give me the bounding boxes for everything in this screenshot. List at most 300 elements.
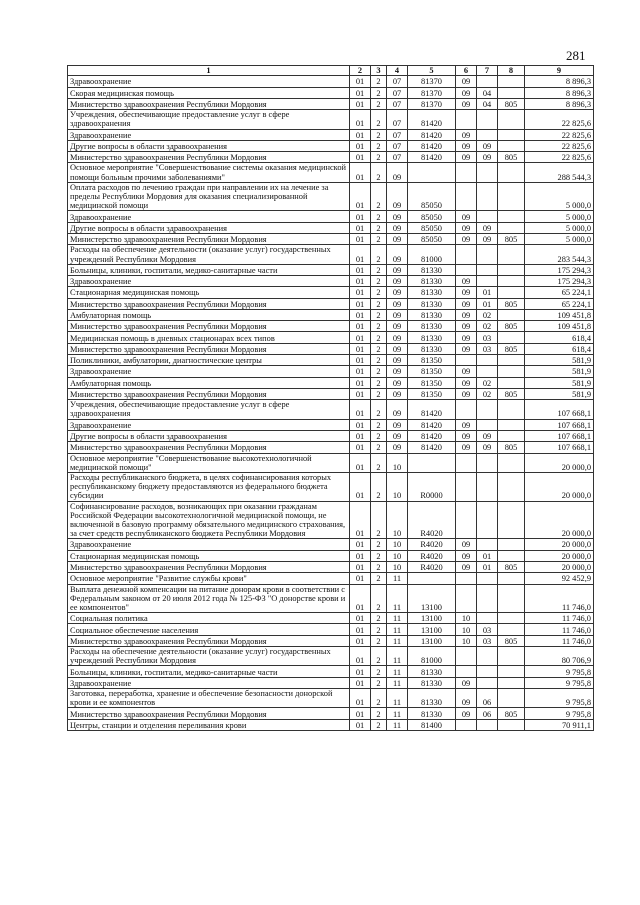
code-cell <box>498 222 525 233</box>
code-cell: 2 <box>371 343 387 354</box>
code-cell: 07 <box>387 87 408 98</box>
amount-cell: 65 224,1 <box>525 287 594 298</box>
code-cell <box>456 163 477 182</box>
code-cell: 07 <box>387 129 408 140</box>
row-name-cell: Министерство здравоохранения Республики Мордовия <box>68 442 350 453</box>
code-cell: 81330 <box>408 332 456 343</box>
amount-cell: 9 795,8 <box>525 708 594 719</box>
code-cell: 2 <box>371 76 387 87</box>
code-cell: 2 <box>371 110 387 129</box>
code-cell <box>498 163 525 182</box>
code-cell: 09 <box>456 708 477 719</box>
table-row <box>68 234 594 245</box>
code-cell <box>477 472 498 501</box>
code-cell <box>498 501 525 539</box>
code-cell <box>477 355 498 366</box>
code-cell: 10 <box>456 613 477 624</box>
table-row <box>68 332 594 343</box>
code-cell: 09 <box>387 309 408 320</box>
code-cell <box>498 76 525 87</box>
code-cell: 09 <box>456 343 477 354</box>
table-row <box>68 343 594 354</box>
code-cell: 01 <box>350 430 371 441</box>
row-name-cell: Медицинская помощь в дневных стационарах всех типов <box>68 332 350 343</box>
amount-cell: 581,9 <box>525 388 594 399</box>
code-cell: 09 <box>477 152 498 163</box>
table-row <box>68 677 594 688</box>
code-cell: 11 <box>387 666 408 677</box>
code-cell: 01 <box>350 332 371 343</box>
header-cell: 7 <box>477 66 498 76</box>
row-name-cell: Здравоохранение <box>68 366 350 377</box>
code-cell: 81330 <box>408 708 456 719</box>
code-cell <box>498 140 525 151</box>
code-cell: 81330 <box>408 276 456 287</box>
row-name-cell: Министерство здравоохранения Республики Мордовия <box>68 708 350 719</box>
table-row <box>68 152 594 163</box>
code-cell: 805 <box>498 321 525 332</box>
code-cell: 09 <box>456 321 477 332</box>
code-cell: 13100 <box>408 613 456 624</box>
code-cell: 01 <box>350 87 371 98</box>
table-row <box>68 298 594 309</box>
row-name-cell: Больницы, клиники, госпитали, медико-санитарные части <box>68 264 350 275</box>
row-name-cell: Министерство здравоохранения Республики Мордовия <box>68 321 350 332</box>
code-cell <box>477 647 498 666</box>
code-cell: 13100 <box>408 635 456 646</box>
row-name-cell: Здравоохранение <box>68 211 350 222</box>
amount-cell: 8 896,3 <box>525 76 594 87</box>
code-cell: 01 <box>350 624 371 635</box>
amount-cell: 175 294,3 <box>525 264 594 275</box>
table-row <box>68 573 594 584</box>
code-cell <box>498 624 525 635</box>
table-row <box>68 584 594 613</box>
table-row <box>68 430 594 441</box>
row-name-cell: Стационарная медицинская помощь <box>68 287 350 298</box>
code-cell <box>498 110 525 129</box>
table-header-row <box>68 66 594 76</box>
code-cell: 09 <box>456 689 477 708</box>
code-cell <box>498 689 525 708</box>
row-name-cell: Здравоохранение <box>68 677 350 688</box>
table-row <box>68 635 594 646</box>
amount-cell: 22 825,6 <box>525 110 594 129</box>
code-cell: 2 <box>371 276 387 287</box>
code-cell <box>498 309 525 320</box>
table-row <box>68 245 594 264</box>
header-cell: 9 <box>525 66 594 76</box>
code-cell: 2 <box>371 635 387 646</box>
code-cell: 81330 <box>408 343 456 354</box>
code-cell: 01 <box>350 276 371 287</box>
code-cell: 01 <box>350 264 371 275</box>
amount-cell: 581,9 <box>525 377 594 388</box>
code-cell: 01 <box>350 163 371 182</box>
code-cell: 07 <box>387 152 408 163</box>
code-cell: 01 <box>350 152 371 163</box>
code-cell: 09 <box>456 140 477 151</box>
code-cell: 09 <box>456 677 477 688</box>
row-name-cell: Здравоохранение <box>68 76 350 87</box>
code-cell: 2 <box>371 719 387 730</box>
amount-cell: 65 224,1 <box>525 298 594 309</box>
row-name-cell: Министерство здравоохранения Республики Мордовия <box>68 635 350 646</box>
table-row <box>68 419 594 430</box>
code-cell: 85050 <box>408 234 456 245</box>
code-cell: 09 <box>456 366 477 377</box>
code-cell: 2 <box>371 366 387 377</box>
code-cell <box>477 400 498 419</box>
code-cell: 01 <box>350 677 371 688</box>
code-cell: 11 <box>387 677 408 688</box>
code-cell: R4020 <box>408 539 456 550</box>
code-cell: 85050 <box>408 211 456 222</box>
code-cell: 2 <box>371 332 387 343</box>
table-row <box>68 501 594 539</box>
table-row <box>68 264 594 275</box>
code-cell: 2 <box>371 400 387 419</box>
code-cell: 09 <box>387 222 408 233</box>
code-cell: 01 <box>350 321 371 332</box>
code-cell: 85050 <box>408 182 456 211</box>
code-cell: 2 <box>371 453 387 472</box>
code-cell <box>477 110 498 129</box>
code-cell: 10 <box>387 561 408 572</box>
amount-cell: 20 000,0 <box>525 550 594 561</box>
code-cell: 07 <box>387 140 408 151</box>
row-name-cell: Больницы, клиники, госпитали, медико-санитарные части <box>68 666 350 677</box>
code-cell <box>477 573 498 584</box>
code-cell: 81420 <box>408 152 456 163</box>
code-cell <box>456 472 477 501</box>
code-cell: 81420 <box>408 400 456 419</box>
code-cell <box>498 573 525 584</box>
code-cell: 11 <box>387 708 408 719</box>
row-name-cell: Здравоохранение <box>68 129 350 140</box>
code-cell <box>456 182 477 211</box>
code-cell <box>477 245 498 264</box>
table-row <box>68 163 594 182</box>
amount-cell: 107 668,1 <box>525 430 594 441</box>
code-cell: 01 <box>350 366 371 377</box>
code-cell <box>456 584 477 613</box>
table-row <box>68 647 594 666</box>
code-cell: 805 <box>498 234 525 245</box>
row-name-cell: Основное мероприятие "Развитие службы крови" <box>68 573 350 584</box>
code-cell: 09 <box>387 430 408 441</box>
code-cell: 11 <box>387 647 408 666</box>
code-cell: 02 <box>477 321 498 332</box>
row-name-cell: Министерство здравоохранения Республики Мордовия <box>68 234 350 245</box>
code-cell: 09 <box>456 309 477 320</box>
code-cell: 01 <box>477 550 498 561</box>
header-cell: 6 <box>456 66 477 76</box>
row-name-cell: Оплата расходов по лечению граждан при направлении их на лечение за пределы Республики Мордовия для оказания специализированной медицинской помощи <box>68 182 350 211</box>
amount-cell: 9 795,8 <box>525 677 594 688</box>
row-name-cell: Другие вопросы в области здравоохранения <box>68 140 350 151</box>
code-cell: 10 <box>387 501 408 539</box>
table-row <box>68 400 594 419</box>
amount-cell: 20 000,0 <box>525 561 594 572</box>
header-cell: 3 <box>371 66 387 76</box>
code-cell: 2 <box>371 163 387 182</box>
code-cell: 04 <box>477 98 498 109</box>
code-cell: 01 <box>350 561 371 572</box>
row-name-cell: Амбулаторная помощь <box>68 309 350 320</box>
amount-cell: 5 000,0 <box>525 211 594 222</box>
row-name-cell: Министерство здравоохранения Республики Мордовия <box>68 561 350 572</box>
row-name-cell: Здравоохранение <box>68 539 350 550</box>
table-row <box>68 719 594 730</box>
row-name-cell: Стационарная медицинская помощь <box>68 550 350 561</box>
code-cell: 11 <box>387 719 408 730</box>
row-name-cell: Центры, станции и отделения переливания крови <box>68 719 350 730</box>
code-cell <box>456 264 477 275</box>
code-cell: 01 <box>350 400 371 419</box>
code-cell: 09 <box>456 332 477 343</box>
code-cell: 2 <box>371 388 387 399</box>
code-cell <box>456 245 477 264</box>
code-cell: R4020 <box>408 550 456 561</box>
row-name-cell: Министерство здравоохранения Республики Мордовия <box>68 388 350 399</box>
amount-cell: 20 000,0 <box>525 539 594 550</box>
header-cell: 8 <box>498 66 525 76</box>
table-row <box>68 76 594 87</box>
amount-cell: 22 825,6 <box>525 152 594 163</box>
code-cell <box>456 573 477 584</box>
code-cell <box>498 287 525 298</box>
code-cell: 01 <box>350 298 371 309</box>
code-cell: 81350 <box>408 355 456 366</box>
code-cell: 2 <box>371 264 387 275</box>
code-cell: 09 <box>456 298 477 309</box>
code-cell: 01 <box>350 501 371 539</box>
amount-cell: 5 000,0 <box>525 222 594 233</box>
code-cell: 01 <box>350 635 371 646</box>
code-cell: 01 <box>350 234 371 245</box>
code-cell: 2 <box>371 647 387 666</box>
table-row <box>68 689 594 708</box>
code-cell: 81420 <box>408 140 456 151</box>
code-cell: 2 <box>371 539 387 550</box>
code-cell: 01 <box>350 309 371 320</box>
code-cell: 09 <box>477 430 498 441</box>
code-cell: 805 <box>498 635 525 646</box>
row-name-cell: Поликлиники, амбулатории, диагностические центры <box>68 355 350 366</box>
code-cell: 2 <box>371 472 387 501</box>
code-cell: 09 <box>456 287 477 298</box>
code-cell: 11 <box>387 613 408 624</box>
code-cell <box>456 666 477 677</box>
table-row <box>68 366 594 377</box>
code-cell: 01 <box>350 343 371 354</box>
code-cell: 11 <box>387 624 408 635</box>
code-cell: 2 <box>371 624 387 635</box>
code-cell: 11 <box>387 635 408 646</box>
amount-cell: 109 451,8 <box>525 309 594 320</box>
code-cell: 805 <box>498 561 525 572</box>
code-cell <box>498 472 525 501</box>
code-cell: 09 <box>456 561 477 572</box>
code-cell: 09 <box>387 287 408 298</box>
header-cell: 2 <box>350 66 371 76</box>
table-row <box>68 624 594 635</box>
code-cell: 09 <box>387 442 408 453</box>
table-row <box>68 539 594 550</box>
code-cell: 2 <box>371 298 387 309</box>
code-cell <box>477 366 498 377</box>
amount-cell: 107 668,1 <box>525 442 594 453</box>
code-cell: 81420 <box>408 419 456 430</box>
row-name-cell: Социальное обеспечение населения <box>68 624 350 635</box>
code-cell <box>498 377 525 388</box>
code-cell: 03 <box>477 624 498 635</box>
code-cell: 09 <box>477 140 498 151</box>
code-cell: 2 <box>371 211 387 222</box>
row-name-cell: Заготовка, переработка, хранение и обеспечение безопасности донорской крови и ее компонентов <box>68 689 350 708</box>
code-cell: 10 <box>387 550 408 561</box>
code-cell <box>477 419 498 430</box>
code-cell: 01 <box>350 666 371 677</box>
code-cell: 10 <box>387 453 408 472</box>
code-cell: 81330 <box>408 309 456 320</box>
code-cell: 805 <box>498 298 525 309</box>
code-cell <box>456 647 477 666</box>
row-name-cell: Министерство здравоохранения Республики Мордовия <box>68 343 350 354</box>
code-cell: 2 <box>371 550 387 561</box>
code-cell <box>498 366 525 377</box>
table-row <box>68 561 594 572</box>
code-cell: 09 <box>456 442 477 453</box>
row-name-cell: Министерство здравоохранения Республики Мордовия <box>68 152 350 163</box>
code-cell: 81420 <box>408 430 456 441</box>
row-name-cell: Скорая медицинская помощь <box>68 87 350 98</box>
code-cell: 2 <box>371 377 387 388</box>
code-cell: 2 <box>371 87 387 98</box>
code-cell: 09 <box>477 222 498 233</box>
header-cell: 1 <box>68 66 350 76</box>
code-cell: R0000 <box>408 472 456 501</box>
code-cell <box>456 355 477 366</box>
amount-cell: 20 000,0 <box>525 472 594 501</box>
code-cell: 2 <box>371 140 387 151</box>
code-cell: 2 <box>371 708 387 719</box>
code-cell: 01 <box>350 689 371 708</box>
code-cell <box>477 501 498 539</box>
code-cell <box>477 76 498 87</box>
code-cell: 09 <box>387 234 408 245</box>
code-cell <box>498 430 525 441</box>
code-cell: 09 <box>456 234 477 245</box>
amount-cell: 20 000,0 <box>525 501 594 539</box>
code-cell <box>498 677 525 688</box>
table-row <box>68 129 594 140</box>
code-cell: 2 <box>371 419 387 430</box>
code-cell <box>477 453 498 472</box>
code-cell: 11 <box>387 573 408 584</box>
code-cell: 81420 <box>408 129 456 140</box>
code-cell: 01 <box>350 211 371 222</box>
code-cell: 02 <box>477 309 498 320</box>
code-cell: 01 <box>350 613 371 624</box>
code-cell: 01 <box>350 472 371 501</box>
table-row <box>68 110 594 129</box>
code-cell <box>498 584 525 613</box>
code-cell: 09 <box>456 430 477 441</box>
amount-cell: 5 000,0 <box>525 182 594 211</box>
row-name-cell: Амбулаторная помощь <box>68 377 350 388</box>
code-cell: 10 <box>387 472 408 501</box>
amount-cell: 288 544,3 <box>525 163 594 182</box>
code-cell: 06 <box>477 708 498 719</box>
code-cell <box>477 129 498 140</box>
code-cell: 06 <box>477 689 498 708</box>
table-row <box>68 666 594 677</box>
code-cell <box>408 453 456 472</box>
code-cell <box>498 539 525 550</box>
amount-cell: 22 825,6 <box>525 140 594 151</box>
code-cell: R4020 <box>408 501 456 539</box>
code-cell: 805 <box>498 388 525 399</box>
code-cell <box>498 400 525 419</box>
row-name-cell: Расходы на обеспечение деятельности (оказание услуг) государственных учреждений Республики Мордовия <box>68 245 350 264</box>
code-cell: 09 <box>456 388 477 399</box>
code-cell: 2 <box>371 321 387 332</box>
code-cell: 01 <box>350 573 371 584</box>
code-cell: 09 <box>477 234 498 245</box>
code-cell <box>477 163 498 182</box>
code-cell: 09 <box>456 419 477 430</box>
code-cell: 2 <box>371 677 387 688</box>
code-cell: 2 <box>371 129 387 140</box>
amount-cell: 618,4 <box>525 332 594 343</box>
code-cell <box>456 719 477 730</box>
row-name-cell: Выплата денежной компенсации на питание донорам крови в соответствии с Федеральным законом от 20 июля 2012 года № 125-ФЗ "О донорстве крови и ее компонентов" <box>68 584 350 613</box>
code-cell: 81420 <box>408 110 456 129</box>
code-cell: 2 <box>371 182 387 211</box>
code-cell: 81370 <box>408 76 456 87</box>
code-cell: 2 <box>371 309 387 320</box>
code-cell: 01 <box>350 708 371 719</box>
code-cell: 01 <box>350 419 371 430</box>
code-cell: 85050 <box>408 222 456 233</box>
code-cell: 09 <box>456 98 477 109</box>
code-cell: 01 <box>350 647 371 666</box>
code-cell: 11 <box>387 689 408 708</box>
amount-cell: 8 896,3 <box>525 98 594 109</box>
code-cell: 01 <box>350 584 371 613</box>
code-cell: 01 <box>350 245 371 264</box>
code-cell <box>498 264 525 275</box>
code-cell: 81350 <box>408 377 456 388</box>
amount-cell: 283 544,3 <box>525 245 594 264</box>
table-row <box>68 222 594 233</box>
code-cell <box>498 419 525 430</box>
code-cell: 81420 <box>408 442 456 453</box>
code-cell: 01 <box>350 129 371 140</box>
code-cell: 09 <box>387 298 408 309</box>
table-row <box>68 140 594 151</box>
row-name-cell: Основное мероприятие "Совершенствование системы оказания медицинской помощи больным прочими заболеваниями" <box>68 163 350 182</box>
amount-cell: 175 294,3 <box>525 276 594 287</box>
amount-cell: 11 746,0 <box>525 624 594 635</box>
row-name-cell: Другие вопросы в области здравоохранения <box>68 430 350 441</box>
code-cell: 09 <box>456 539 477 550</box>
code-cell <box>408 573 456 584</box>
code-cell: 81350 <box>408 388 456 399</box>
code-cell: 01 <box>350 377 371 388</box>
